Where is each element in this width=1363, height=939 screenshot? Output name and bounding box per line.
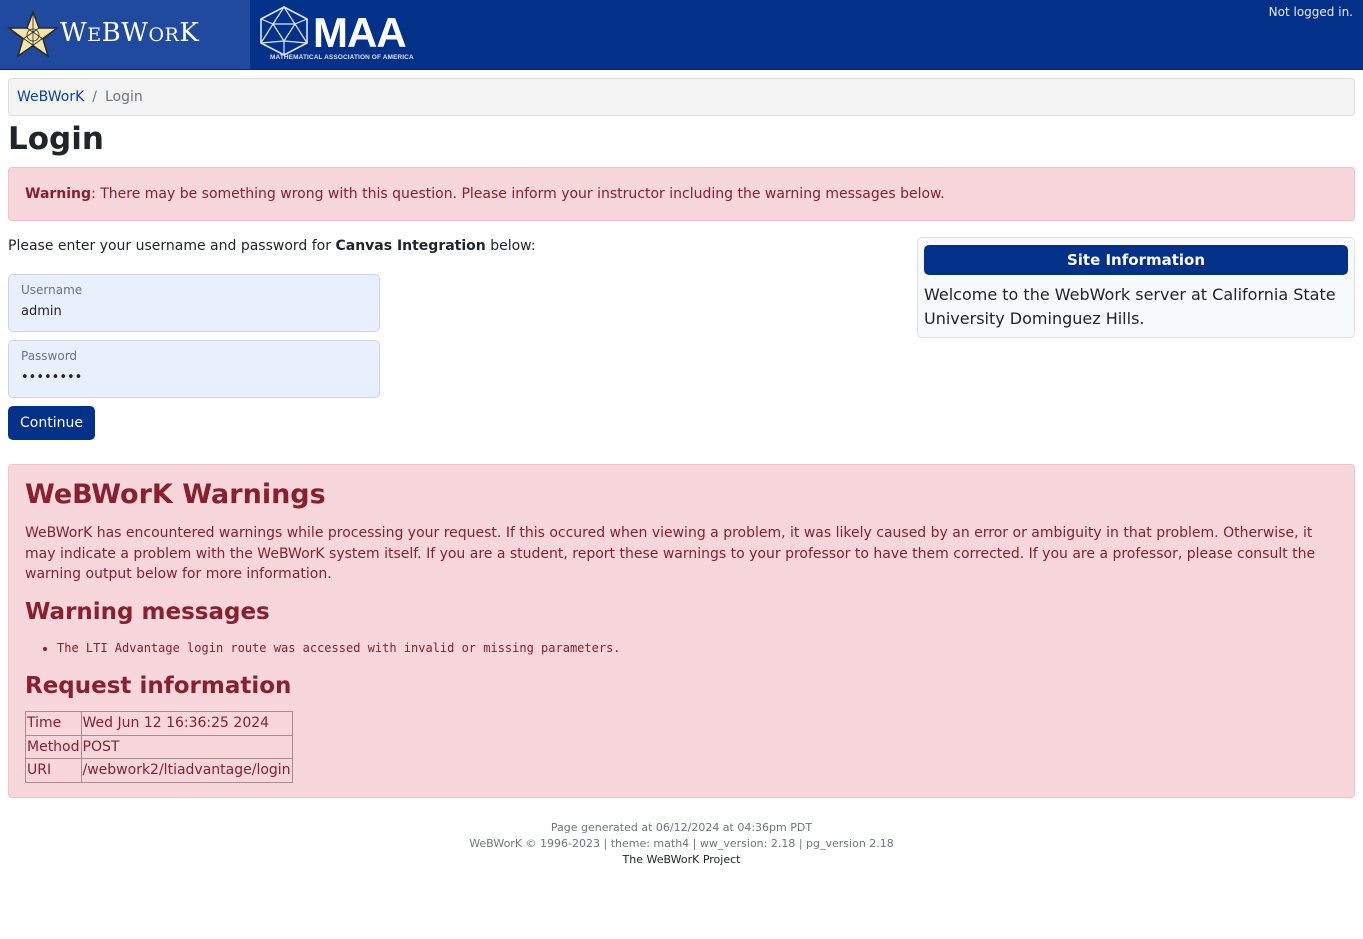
breadcrumb-current: Login [104, 89, 143, 105]
request-value: Wed Jun 12 16:36:25 2024 [81, 712, 292, 736]
footer-project-link[interactable]: The WeBWorK Project [622, 853, 741, 866]
request-value: POST [81, 735, 292, 759]
request-key: URI [26, 759, 82, 783]
password-field[interactable] [8, 340, 380, 398]
page-title: Login [8, 121, 104, 157]
login-status: Not logged in. [1268, 5, 1353, 19]
request-info-table [25, 711, 293, 783]
footer-copyright: WeBWorK © 1996-2023 | theme: math4 | ww_version: 2.18 | pg_version 2.18 [469, 837, 894, 850]
course-name: Canvas Integration [335, 238, 486, 254]
breadcrumb [8, 78, 1355, 116]
password-input[interactable]: •••••••• [21, 370, 83, 385]
page-footer [0, 820, 1363, 868]
warning-alert-message: : There may be something wrong with this question. Please inform your instructor including the warning messages below. [91, 186, 945, 202]
warning-message-item: • The LTI Advantage login route was accessed with invalid or missing parameters. [57, 641, 621, 655]
warning-alert-label: Warning [25, 186, 92, 202]
table-row [26, 712, 293, 736]
username-input[interactable] [21, 304, 361, 319]
webwork-warnings-panel [8, 464, 1355, 798]
login-prompt [8, 238, 536, 254]
password-label: Password [21, 349, 78, 363]
table-row [26, 759, 293, 783]
maa-subtitle: MATHEMATICAL ASSOCIATION OF AMERICA [270, 54, 414, 61]
request-key: Time [26, 712, 82, 736]
username-label: Username [21, 283, 83, 297]
breadcrumb-separator: / [92, 89, 97, 105]
site-info-body: Welcome to the WebWork server at California State University Dominguez Hills. [924, 285, 1336, 328]
webwork-logo[interactable] [0, 0, 250, 69]
warning-alert [8, 167, 1355, 221]
footer-generated: Page generated at 06/12/2024 at 04:36pm PDT [550, 821, 813, 834]
site-info-panel [917, 237, 1355, 338]
maa-wordmark: MAA [313, 9, 406, 56]
warnings-intro: WeBWorK has encountered warnings while processing your request. If this occured when viewing a problem, it was likely caused by an error or ambiguity in that problem. Otherwise, it may indicate a problem with the WeBWorK system itself. If you are a student, report these warnings to your professor to have them corrected. If you are a professor, please consult the warning output below for more information. [25, 525, 1316, 582]
maa-logo[interactable] [257, 6, 414, 64]
breadcrumb-home-link[interactable]: WeBWorK [17, 89, 85, 105]
table-row [26, 735, 293, 759]
webwork-logo-text: WEBWORK [60, 18, 200, 48]
username-field[interactable] [8, 274, 380, 332]
request-info-title: Request information [25, 673, 292, 699]
continue-button[interactable]: Continue [8, 406, 95, 440]
maa-icosahedron-icon [257, 6, 311, 56]
login-prompt-after: below: [485, 238, 536, 254]
warning-messages-list [57, 641, 621, 655]
warnings-title: WeBWorK Warnings [25, 479, 326, 510]
login-prompt-before: Please enter your username and password for [8, 238, 336, 254]
request-key: Method [26, 735, 82, 759]
top-navbar [0, 0, 1363, 70]
warning-messages-title: Warning messages [25, 599, 270, 625]
webwork-star-icon [6, 10, 60, 58]
site-info-title: Site Information [924, 245, 1348, 275]
request-value: /webwork2/ltiadvantage/login [81, 759, 292, 783]
